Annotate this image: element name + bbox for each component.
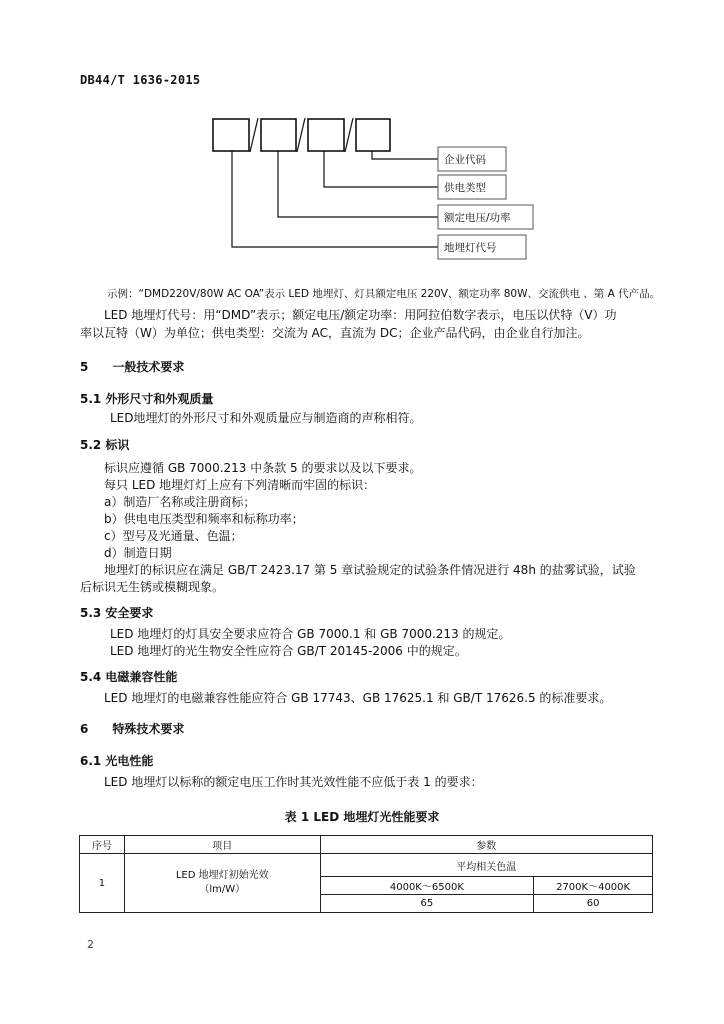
section-6-1-heading: 6.1 光电性能 bbox=[80, 754, 154, 768]
code-box-2 bbox=[261, 119, 296, 151]
table-item-line-2: （lm/W） bbox=[199, 884, 246, 895]
section-5-2-line: a）制造厂名称或注册商标； bbox=[104, 495, 256, 509]
section-5-4-text: LED 地埋灯的电磁兼容性能应符合 GB 17743、GB 17625.1 和 GB/T 17626.5 的标准要求。 bbox=[104, 691, 612, 705]
example-para-line-2: 率以瓦特（W）为单位；供电类型：交流为 AC，直流为 DC；企业产品代码，由企业自行加注。 bbox=[80, 326, 590, 340]
code-box-4 bbox=[356, 119, 390, 151]
label-power-type: 供电类型 bbox=[444, 182, 486, 194]
table-header-item: 项目 bbox=[124, 836, 320, 854]
section-5-2-line: 地埋灯的标识应在满足 GB/T 2423.17 第 5 章试验规定的试验条件情况进行 48h 的盐雾试验，试验 bbox=[104, 563, 636, 577]
product-code-diagram bbox=[0, 0, 724, 300]
section-5-3-line: LED 地埋灯的光生物安全性应符合 GB/T 20145-2006 中的规定。 bbox=[110, 644, 467, 658]
section-5-1-heading: 5.1 外形尺寸和外观质量 bbox=[80, 392, 214, 406]
section-5-3-heading: 5.3 安全要求 bbox=[80, 606, 154, 620]
standard-code: DB44/T 1636-2015 bbox=[80, 73, 201, 87]
leader-line-2 bbox=[324, 151, 438, 187]
section-5-2-heading: 5.2 标识 bbox=[80, 438, 130, 452]
section-5-heading: 5 一般技术要求 bbox=[80, 360, 185, 374]
section-5-2-line: d）制造日期 bbox=[104, 546, 172, 560]
section-5-2-line: 标识应遵循 GB 7000.213 中条款 5 的要求以及以下要求。 bbox=[104, 461, 422, 475]
leader-line-1 bbox=[372, 151, 438, 159]
label-lamp-code: 地埋灯代号 bbox=[444, 242, 497, 254]
section-5-4-heading: 5.4 电磁兼容性能 bbox=[80, 670, 178, 684]
table-1 bbox=[79, 835, 653, 913]
table-header-no: 序号 bbox=[80, 836, 125, 854]
example-line: 示例：“DMD220V/80W AC OA”表示 LED 地埋灯、灯具额定电压 220V、额定功率 80W、交流供电 、第 A 代产品。 bbox=[107, 288, 661, 300]
section-5-2-line: 后标识无生锈或模糊现象。 bbox=[80, 580, 225, 594]
page-number: 2 bbox=[87, 938, 94, 951]
label-rated-voltage-power: 额定电压/功率 bbox=[444, 212, 511, 224]
section-6-1-text: LED 地埋灯以标称的额定电压工作时其光效性能不应低于表 1 的要求： bbox=[104, 775, 483, 789]
table-subheader-cct: 平均相关色温 bbox=[320, 854, 652, 877]
example-para-line-1: LED 地埋灯代号：用“DMD”表示；额定电压/额定功率：用阿拉伯数字表示，电压以伏特（V）功 bbox=[104, 308, 617, 322]
table-1-caption: 表 1 LED 地埋灯光性能要求 bbox=[284, 810, 440, 824]
table-cell-cct-2: 2700K～4000K bbox=[534, 877, 653, 895]
slash-1 bbox=[250, 118, 258, 152]
table-header-param: 参数 bbox=[320, 836, 652, 854]
table-cell-value-1: 65 bbox=[320, 895, 534, 913]
code-box-1 bbox=[213, 119, 249, 151]
section-6-heading: 6 特殊技术要求 bbox=[80, 722, 185, 736]
code-box-3 bbox=[308, 119, 344, 151]
slash-2 bbox=[297, 118, 305, 152]
table-cell-value-2: 60 bbox=[534, 895, 653, 913]
section-5-3-line: LED 地埋灯的灯具安全要求应符合 GB 7000.1 和 GB 7000.213 的规定。 bbox=[110, 627, 511, 641]
table-cell-cct-1: 4000K～6500K bbox=[320, 877, 534, 895]
label-enterprise-code: 企业代码 bbox=[444, 154, 486, 166]
section-5-2-line: c）型号及光通量、色温； bbox=[104, 529, 243, 543]
section-5-2-line: b）供电电压类型和频率和标称功率； bbox=[104, 512, 304, 526]
table-cell-item bbox=[124, 854, 320, 913]
table-cell-no: 1 bbox=[80, 854, 125, 913]
section-5-2-line: 每只 LED 地埋灯灯上应有下列清晰而牢固的标识： bbox=[104, 478, 376, 492]
slash-3 bbox=[345, 118, 353, 152]
section-5-1-text: LED地埋灯的外形尺寸和外观质量应与制造商的声称相符。 bbox=[110, 411, 422, 425]
leader-line-3 bbox=[278, 151, 438, 217]
table-item-line-1: LED 地埋灯初始光效 bbox=[175, 870, 269, 881]
leader-line-4 bbox=[232, 151, 438, 247]
